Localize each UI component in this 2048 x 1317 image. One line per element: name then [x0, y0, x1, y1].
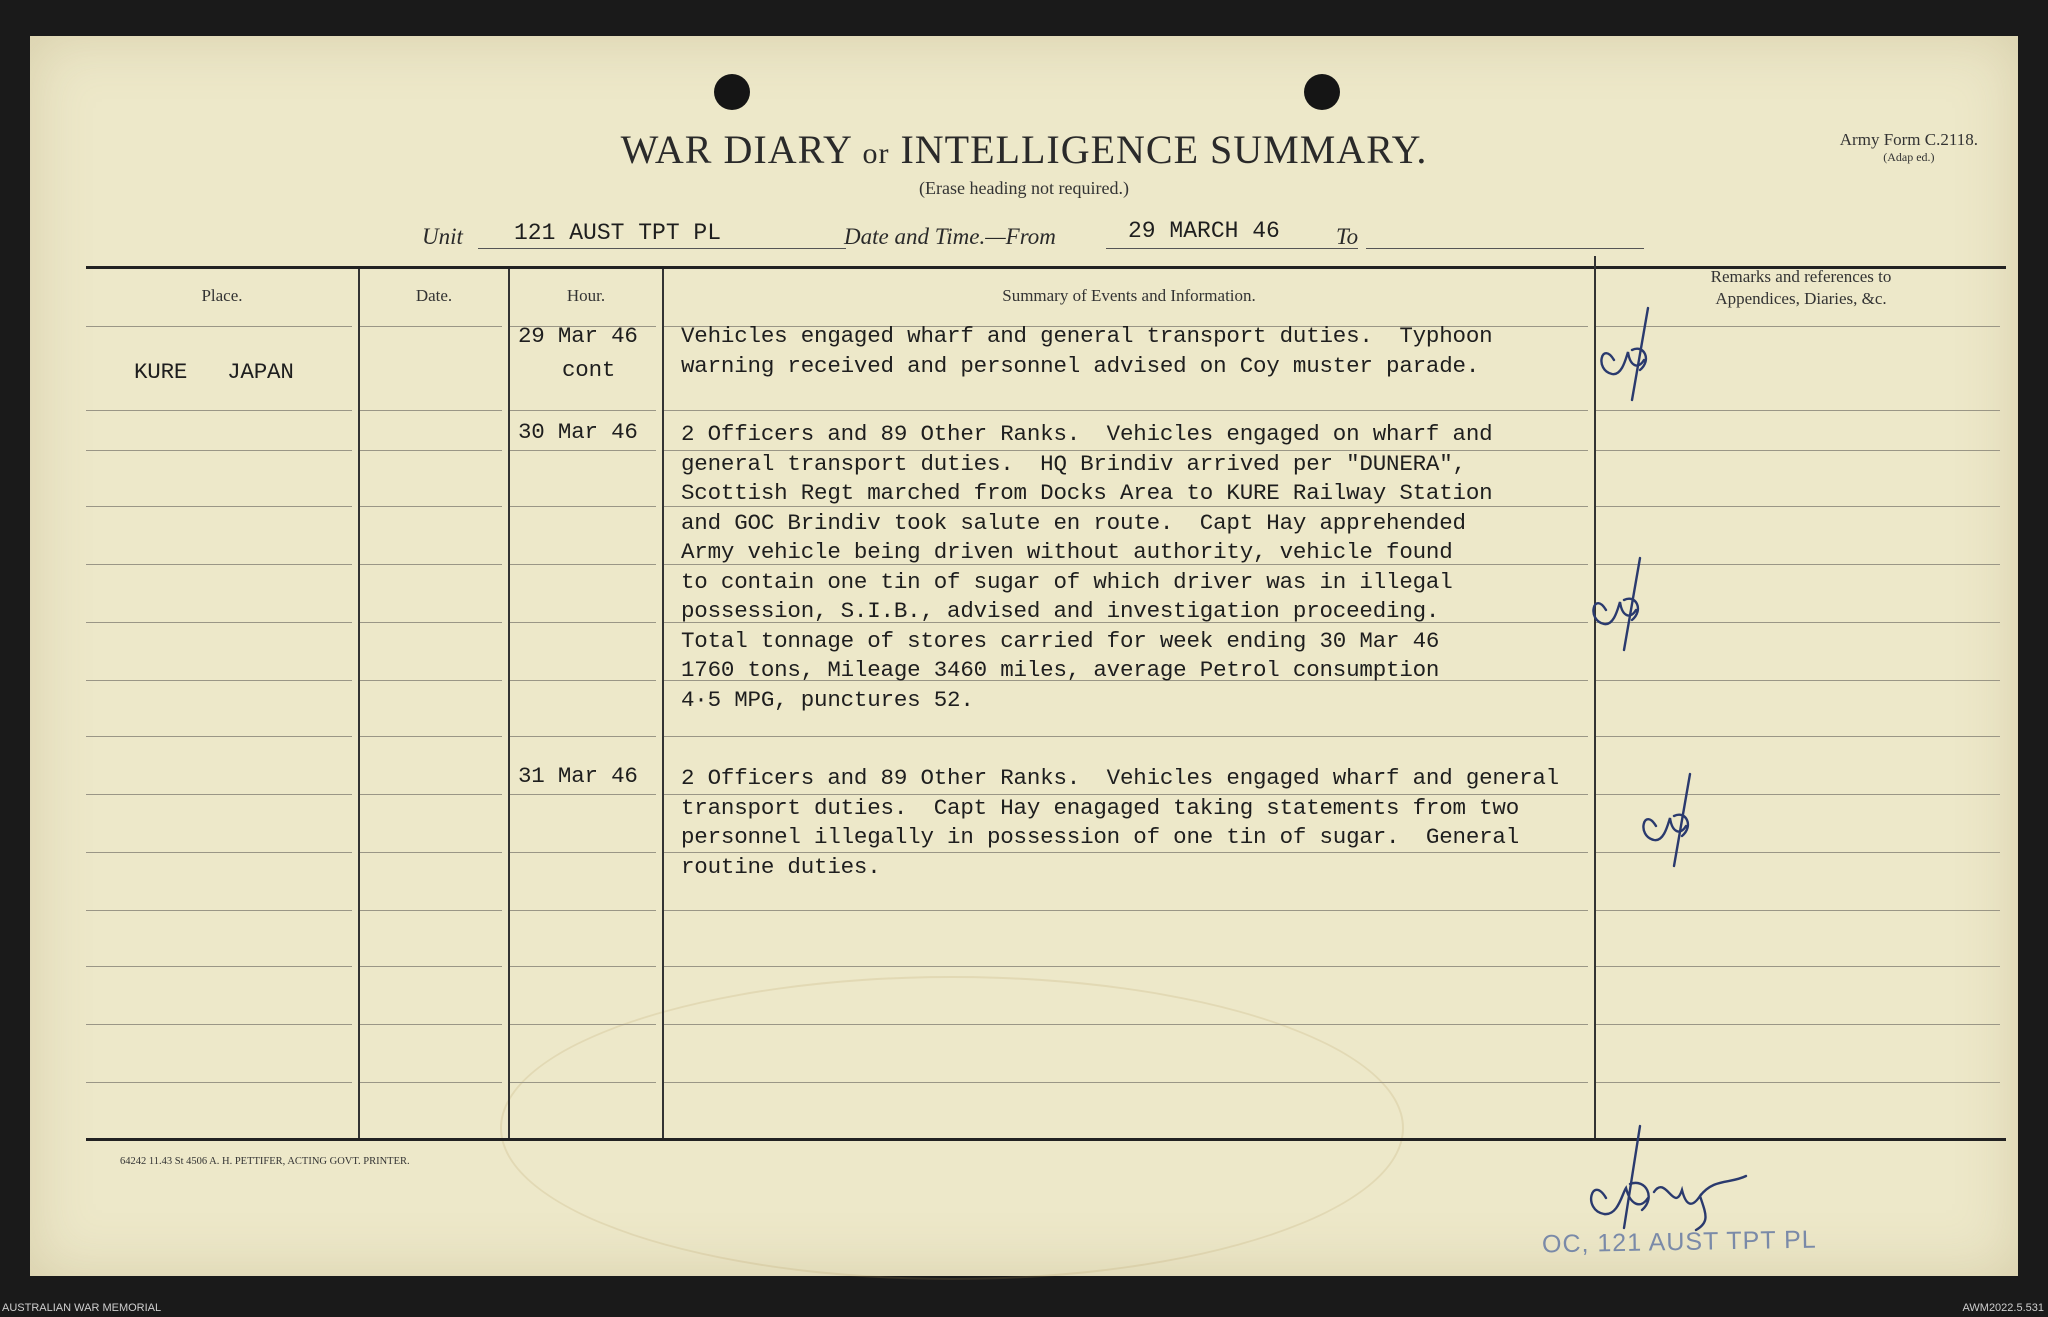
column-divider — [508, 269, 510, 1138]
ruled-line — [360, 1024, 502, 1025]
ruled-line — [86, 1024, 352, 1025]
archive-credit: AUSTRALIAN WAR MEMORIAL — [2, 1302, 162, 1314]
ruled-line — [510, 450, 656, 451]
ruled-line — [360, 910, 502, 911]
water-stain — [500, 976, 1404, 1280]
ruled-line — [86, 326, 352, 327]
ruled-line — [1596, 910, 2000, 911]
summary-entry: 2 Officers and 89 Other Ranks. Vehicles engaged on wharf and general transport duties. HQ Brindiv arrived per "DUNERA", Scottish Regt marched from Docks Area to KURE Railway Station and GOC Brindiv took salute en route. Capt Hay apprehended Army vehicle being driven without authority, vehicle found to contain one tin of sugar of which driver was in illegal possession, S.I.B., advised and investigation proceeding. Total tonnage of stores carried for week ending 30 Mar 46 1760 tons, Mileage 3460 miles, average Petrol consumption 4·5 MPG, punctures 52. — [681, 421, 1493, 713]
remarks-header-line: Remarks and references to — [1710, 267, 1892, 286]
officer-signature — [1570, 1118, 1790, 1238]
summary-entry: Vehicles engaged wharf and general transport duties. Typhoon warning received and personnel advised on Coy muster parade. — [681, 323, 1493, 379]
ruled-line — [510, 680, 656, 681]
hour-cont: cont — [562, 357, 616, 383]
army-form-label: Army Form C.2118. — [1839, 130, 1978, 149]
unit-stamp: OC, 121 AUST TPT PL — [1541, 1225, 1817, 1259]
ruled-line — [360, 794, 502, 795]
ruled-line — [360, 622, 502, 623]
place-value: KURE JAPAN — [134, 359, 294, 385]
form-title — [30, 126, 2018, 173]
ruled-line — [1596, 410, 2000, 411]
initials-signature — [1584, 550, 1664, 660]
ruled-line — [510, 794, 656, 795]
column-header-place: Place. — [201, 286, 243, 305]
ruled-line — [86, 736, 352, 737]
ruled-line — [664, 410, 1588, 411]
hour-value: 29 Mar 46 — [518, 323, 638, 349]
ruled-line — [86, 450, 352, 451]
ruled-line — [664, 910, 1588, 911]
date-time-label: Date and Time.—From — [844, 224, 1056, 249]
column-header-date: Date. — [415, 286, 453, 305]
initials-signature — [1592, 300, 1672, 410]
unit-label: Unit — [422, 224, 463, 249]
archive-footer — [0, 1300, 2048, 1317]
ruled-line — [510, 410, 656, 411]
summary-entry: 2 Officers and 89 Other Ranks. Vehicles engaged wharf and general transport duties. Capt Hay enagaged taking statements from two personnel illegally in possession of one tin of sugar. General routine duties. — [681, 765, 1559, 880]
ruled-line — [664, 1082, 1588, 1083]
column-header-hour: Hour. — [566, 286, 606, 305]
ruled-line — [360, 736, 502, 737]
ruled-line — [86, 680, 352, 681]
ruled-line — [664, 1024, 1588, 1025]
column-divider — [358, 269, 360, 1138]
ruled-line — [510, 622, 656, 623]
ruled-line — [360, 966, 502, 967]
ruled-line — [86, 410, 352, 411]
ruled-line — [1596, 506, 2000, 507]
ruled-line — [510, 564, 656, 565]
war-diary-sheet — [30, 36, 2018, 1276]
ruled-line — [664, 736, 1588, 737]
ruled-line — [360, 450, 502, 451]
column-header-summary: Summary of Events and Information. — [1002, 286, 1256, 305]
ruled-line — [510, 1024, 656, 1025]
hour-value: 30 Mar 46 — [518, 419, 638, 445]
printer-line: 64242 11.43 St 4506 A. H. PETTIFER, ACTING GOVT. PRINTER. — [120, 1156, 410, 1167]
to-underline — [1366, 248, 1644, 249]
from-value: 29 MARCH 46 — [1128, 218, 1280, 244]
archive-id: AWM2022.5.531 — [1962, 1302, 2044, 1314]
from-underline — [1106, 248, 1358, 249]
ruled-line — [360, 326, 502, 327]
ruled-line — [360, 852, 502, 853]
ruled-line — [86, 564, 352, 565]
ruled-line — [86, 910, 352, 911]
ruled-line — [510, 1082, 656, 1083]
ruled-line — [86, 622, 352, 623]
title-part: WAR DIARY — [620, 127, 863, 172]
hour-value: 31 Mar 46 — [518, 763, 638, 789]
ruled-line — [664, 966, 1588, 967]
to-label: To — [1336, 224, 1359, 249]
title-part: INTELLIGENCE SUMMARY. — [889, 127, 1428, 172]
ruled-line — [360, 410, 502, 411]
ruled-line — [1596, 680, 2000, 681]
ruled-line — [360, 1082, 502, 1083]
punch-hole — [1304, 74, 1340, 110]
ruled-line — [510, 910, 656, 911]
ruled-line — [1596, 966, 2000, 967]
ruled-line — [86, 852, 352, 853]
ruled-line — [1596, 736, 2000, 737]
punch-hole — [714, 74, 750, 110]
army-form-sub: (Adap ed.) — [1883, 150, 1935, 164]
ruled-line — [1596, 1082, 2000, 1083]
army-form-number — [1840, 130, 1978, 165]
ruled-line — [86, 966, 352, 967]
ruled-line — [360, 564, 502, 565]
ruled-line — [1596, 450, 2000, 451]
ruled-line — [510, 506, 656, 507]
ruled-line — [86, 1082, 352, 1083]
ruled-line — [360, 680, 502, 681]
remarks-header-line: Appendices, Diaries, &c. — [1715, 289, 1887, 308]
ruled-line — [86, 794, 352, 795]
column-divider — [662, 269, 664, 1138]
unit-underline — [478, 248, 846, 249]
title-or: or — [862, 137, 890, 170]
ruled-line — [510, 966, 656, 967]
unit-value: 121 AUST TPT PL — [514, 220, 722, 246]
ruled-line — [86, 506, 352, 507]
form-subtitle: (Erase heading not required.) — [919, 178, 1129, 198]
ruled-line — [510, 736, 656, 737]
initials-signature — [1634, 766, 1714, 876]
ruled-line — [510, 852, 656, 853]
ruled-line — [360, 506, 502, 507]
ruled-line — [1596, 1024, 2000, 1025]
